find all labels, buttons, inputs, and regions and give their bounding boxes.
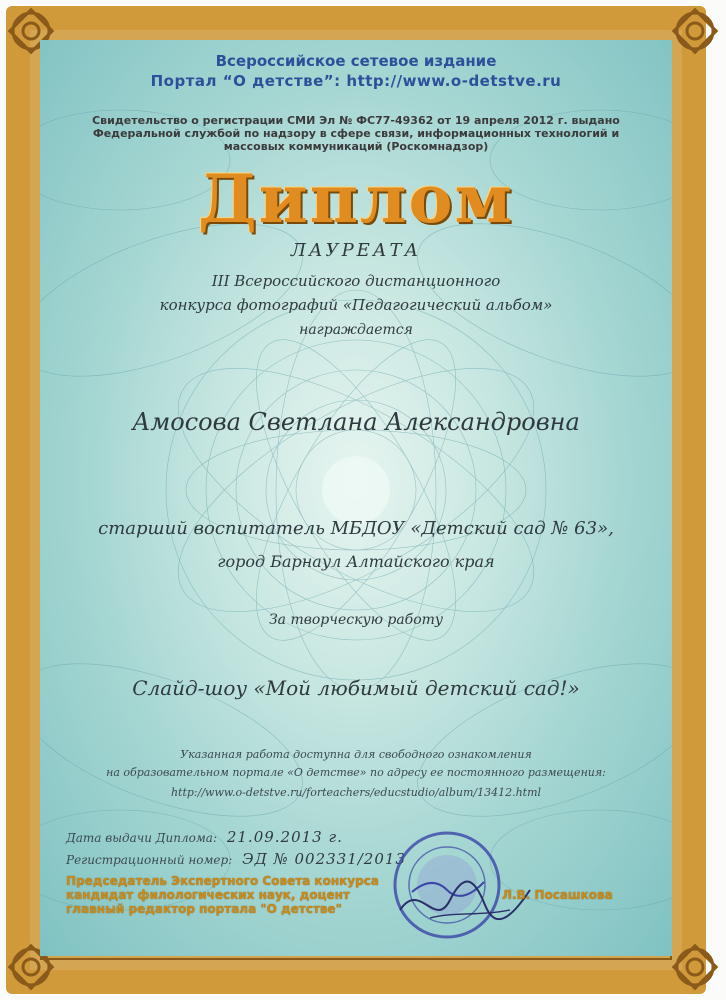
publisher-name: Всероссийское сетевое издание — [215, 52, 497, 70]
signer-name: Л.В. Посашкова — [502, 888, 613, 902]
chairman-title: Председатель Экспертного Совета конкурса кандидат филологических наук, доцент главный редактор портала "О детстве" — [66, 874, 379, 916]
awarded-label: награждается — [299, 322, 413, 338]
availability-note-line-2: на образовательном портале «О детстве» по адресу ее постоянного размещения: — [106, 766, 606, 779]
issue-date-label: Дата выдачи Диплома: — [66, 831, 218, 845]
corner-knot-top-right — [666, 2, 724, 60]
registration-number — [66, 850, 406, 868]
competition-line-2: конкурса фотографий «Педагогический альбом» — [159, 296, 553, 314]
laureate-label: ЛАУРЕАТА — [290, 240, 422, 261]
recipient-name: Амосова Светлана Александровна — [132, 408, 580, 436]
competition-line-1: III Всероссийского дистанционного — [211, 272, 501, 290]
availability-note-line-1: Указанная работа доступна для свободного ознакомления — [180, 748, 532, 761]
issue-date-value: 21.09.2013 г. — [226, 828, 343, 846]
certificate-panel — [40, 40, 672, 956]
for-work-label: За творческую работу — [268, 612, 444, 628]
registration-number-label: Регистрационный номер: — [66, 853, 233, 867]
registration-number-value: ЭД № 002331/2013 — [242, 850, 406, 868]
work-url[interactable]: http://www.o-detstve.ru/forteachers/educstudio/album/13412.html — [170, 786, 542, 799]
publisher-portal: Портал “О детстве”: http://www.o-detstve.ru — [150, 72, 562, 90]
recipient-position: старший воспитатель МБДОУ «Детский сад № 63», — [98, 518, 614, 539]
issue-date — [66, 828, 343, 846]
registration-notice: Свидетельство о регистрации СМИ Эл № ФС77-49362 от 19 апреля 2012 г. выдано Федеральной службой по надзору в сфере связи, информационных технологий и массовых коммуникаций (Роскомнадзор) — [92, 114, 620, 153]
recipient-city: город Барнаул Алтайского края — [217, 552, 495, 571]
work-title: Слайд-шоу «Мой любимый детский сад!» — [132, 676, 580, 700]
diploma-title: Диплом — [198, 160, 514, 238]
corner-knot-bottom-right — [666, 938, 724, 996]
